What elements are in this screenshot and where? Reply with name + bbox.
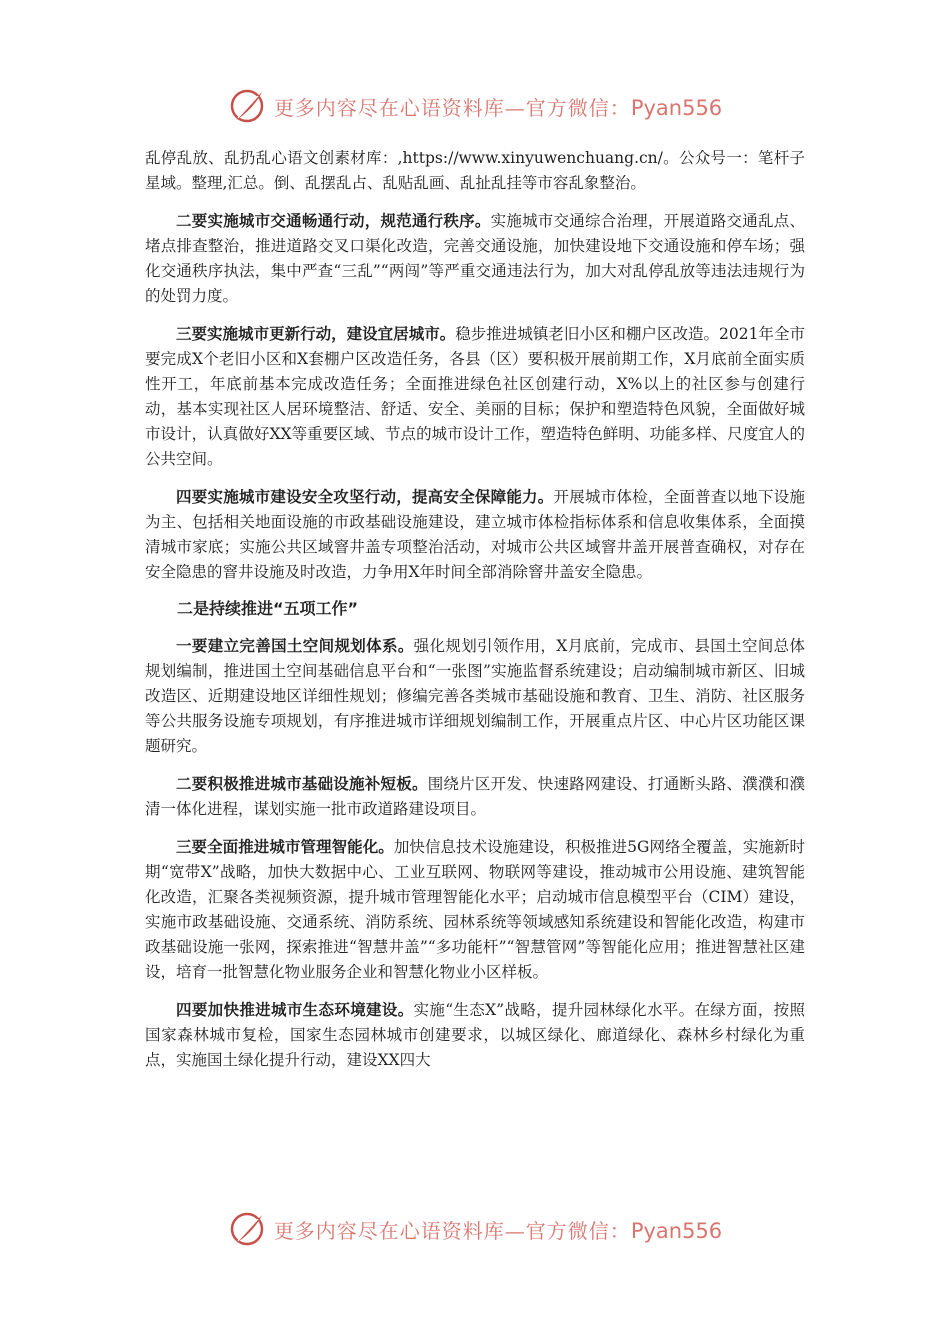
paragraph-3: 三要实施城市更新行动，建设宜居城市。稳步推进城镇老旧小区和棚户区改造。2021年全市要完成X个老旧小区和X套棚户区改造任务，各县（区）要积极开展前期工作，X月底前全面实质性开工，年底前基本完成改造任务；全面推进绿色社区创建行动，X%以上的社区参与创建行动，基本实现社区人居环境整洁、舒适、安全、美丽的目标；保护和塑造特色风貌，全面做好城市设计，认真做好XX等重要区域、节点的城市设计工作，塑造特色鲜明、功能多样、尺度宜人的公共空间。 [145,324,806,468]
paragraph-4: 四要实施城市建设安全攻坚行动，提高安全保障能力。开展城市体检，全面普查以地下设施为主、包括相关地面设施的市政基础设施建设，建立城市体检指标体系和信息收集体系，全面摸清城市家底；实施公共区域窨井盖专项整治活动，对城市公共区域窨井盖开展普查确权，对存在安全隐患的窨井设施及时改造，力争用X年时间全部消除窨井盖安全隐患。 [145,487,805,581]
footer-watermark-banner [0,1205,950,1253]
paragraph-8: 四要加快推进城市生态环境建设。实施“生态X”战略，提升园林绿化水平。在绿方面，按照国家森林城市复检，国家生态园林城市创建要求，以城区绿化、廊道绿化、森林乡村绿化为重点，实施国土绿化提升行动，建设XX四大 [145,1000,805,1069]
feather-logo-icon [228,86,268,126]
paragraph-7: 三要全面推进城市管理智能化。加快信息技术设施建设，积极推进5G网络全覆盖，实施新时期“宽带X”战略，加快大数据中心、工业互联网、物联网等建设，推动城市公用设施、建筑智能化改造，汇聚各类视频资源，提升城市管理智能化水平；启动城市信息模型平台（CIM）建设，实施市政基础设施、交通系统、消防系统、园林系统等领域感知系统建设和智能化改造，构建市政基础设施一张网，探索推进“智慧井盖”“多功能杆”“智慧管网”等智能化应用；推进智慧社区建设，培育一批智慧化物业服务企业和智慧化物业小区样板。 [145,837,805,981]
header-watermark-banner [0,82,950,130]
document-body [145,145,805,1085]
section-heading: 二是持续推进“五项工作” [177,599,359,618]
feather-logo-icon [228,1209,268,1249]
paragraph-6: 二要积极推进城市基础设施补短板。围绕片区开发、快速路网建设、打通断头路、濮濮和濮清一体化进程，谋划实施一批市政道路建设项目。 [145,774,805,818]
paragraph-5: 一要建立完善国土空间规划体系。强化规划引领作用，X月底前，完成市、县国土空间总体规划编制，推进国土空间基础信息平台和“一张图”实施监督系统建设；启动编制城市新区、旧城改造区、近期建设地区详细性规划；修编完善各类城市基础设施和教育、卫生、消防、社区服务等公共服务设施专项规划，有序推进城市详细规划编制工作，开展重点片区、中心片区功能区课题研究。 [145,636,805,755]
paragraph-2: 二要实施城市交通畅通行动，规范通行秩序。实施城市交通综合治理，开展道路交通乱点、堵点排查整治，推进道路交叉口渠化改造，完善交通设施，加快建设地下交通设施和停车场；强化交通秩序执法，集中严查“三乱”“两闯”等严重交通违法行为，加大对乱停乱放等违法违规行为的处罚力度。 [145,211,805,305]
banner-text: 更多内容尽在心语资料库—官方微信：Pyan556 [273,1218,723,1243]
banner-text: 更多内容尽在心语资料库—官方微信：Pyan556 [273,95,723,120]
paragraph-1: 乱停乱放、乱扔乱心语文创素材库：,https://www.xinyuwenchuang.cn/。公众号一：笔杆子星域。整理,汇总。倒、乱摆乱占、乱贴乱画、乱扯乱挂等市容乱象整治。 [145,149,805,192]
